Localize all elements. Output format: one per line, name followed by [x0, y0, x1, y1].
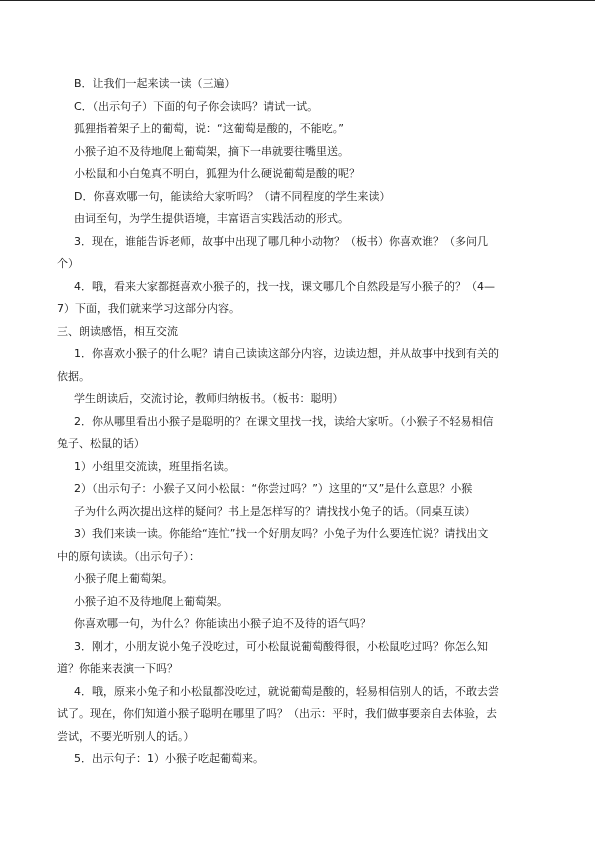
- text-line: D．你喜欢哪一句，能读给大家听吗？（请不同程度的学生来读）: [74, 189, 391, 203]
- document-body: [57, 73, 540, 771]
- text-line: 2）（出示句子：小猴子又问小松鼠：“你尝过吗？”）这里的“又”是什么意思？小猴: [74, 482, 473, 495]
- text-line: 3．刚才，小朋友说小兔子没吃过，可小松鼠说葡萄酸得很，小松鼠吃过吗？你怎么知: [74, 639, 488, 653]
- text-line: 3）我们来读一读。你能给“连忙”找一个好朋友吗？小兔子为什么要连忙说？请找出文: [74, 527, 489, 540]
- text-line: B．让我们一起来读一读（三遍）: [74, 77, 236, 90]
- text-line: 狐狸指着架子上的葡萄，说：“这葡萄是酸的，不能吃。”: [74, 122, 344, 135]
- text-line: 小猴子迫不及待地爬上葡萄架，摘下一串就要往嘴里送。: [74, 144, 349, 158]
- text-line: 小猴子迫不及待地爬上葡萄架。: [74, 594, 228, 608]
- text-line: 由词至句，为学生提供语境，丰富语言实践活动的形式。: [74, 212, 349, 225]
- text-line: 4．哦，原来小兔子和小松鼠都没吃过，就说葡萄是酸的，轻易相信别人的话，不敢去尝: [74, 684, 499, 698]
- text-line: C．（出示句子）下面的句子你会读吗？请试一试。: [74, 99, 319, 113]
- text-line: 子为什么两次提出这样的疑问？书上是怎样写的？请找找小兔子的话。（同桌互读）: [74, 504, 476, 518]
- text-line: 你喜欢哪一句，为什么？你能读出小猴子迫不及待的语气吗？: [74, 617, 371, 630]
- text-line: 个）: [57, 257, 79, 270]
- text-line: 7）下面，我们就来学习这部分内容。: [57, 302, 240, 315]
- text-line: 4．哦，看来大家都挺喜欢小猴子的，找一找，课文哪几个自然段是写小猴子的？（4—: [74, 279, 495, 293]
- text-line: 1．你喜欢小猴子的什么呢？请自己读读这部分内容，边读边想，并从故事中找到有关的: [74, 347, 499, 360]
- text-line: 学生朗读后，交流讨论，教师归纳板书。（板书：聪明）: [74, 392, 344, 405]
- page-top-border: [0, 0, 595, 1]
- text-line: 兔子、松鼠的话）: [57, 437, 145, 450]
- text-line: 1）小组里交流读，班里指名读。: [74, 459, 235, 473]
- text-line: 道？你能来表演一下吗？: [57, 662, 178, 675]
- text-line: 中的原句读读。（出示句子）：: [57, 549, 200, 563]
- text-line: 三、朗读感悟，相互交流: [57, 324, 178, 338]
- text-line: 小松鼠和小白兔真不明白，狐狸为什么硬说葡萄是酸的呢？: [74, 167, 360, 180]
- text-line: 5．出示句子：1）小猴子吃起葡萄来。: [74, 752, 264, 765]
- text-line: 小猴子爬上葡萄架。: [74, 572, 173, 585]
- text-line: 依据。: [57, 369, 90, 383]
- text-line: 试了。现在，你们知道小猴子聪明在哪里了吗？（出示：平时，我们做事要亲自去体验，去: [57, 707, 497, 720]
- text-line: 2．你从哪里看出小猴子是聪明的？在课文里找一找，读给大家听。（小猴子不轻易相信: [74, 414, 494, 428]
- text-line: 尝试，不要光听别人的话。）: [57, 729, 195, 743]
- text-line: 3．现在，谁能告诉老师，故事中出现了哪几种小动物？（板书）你喜欢谁？（多问几: [74, 234, 488, 248]
